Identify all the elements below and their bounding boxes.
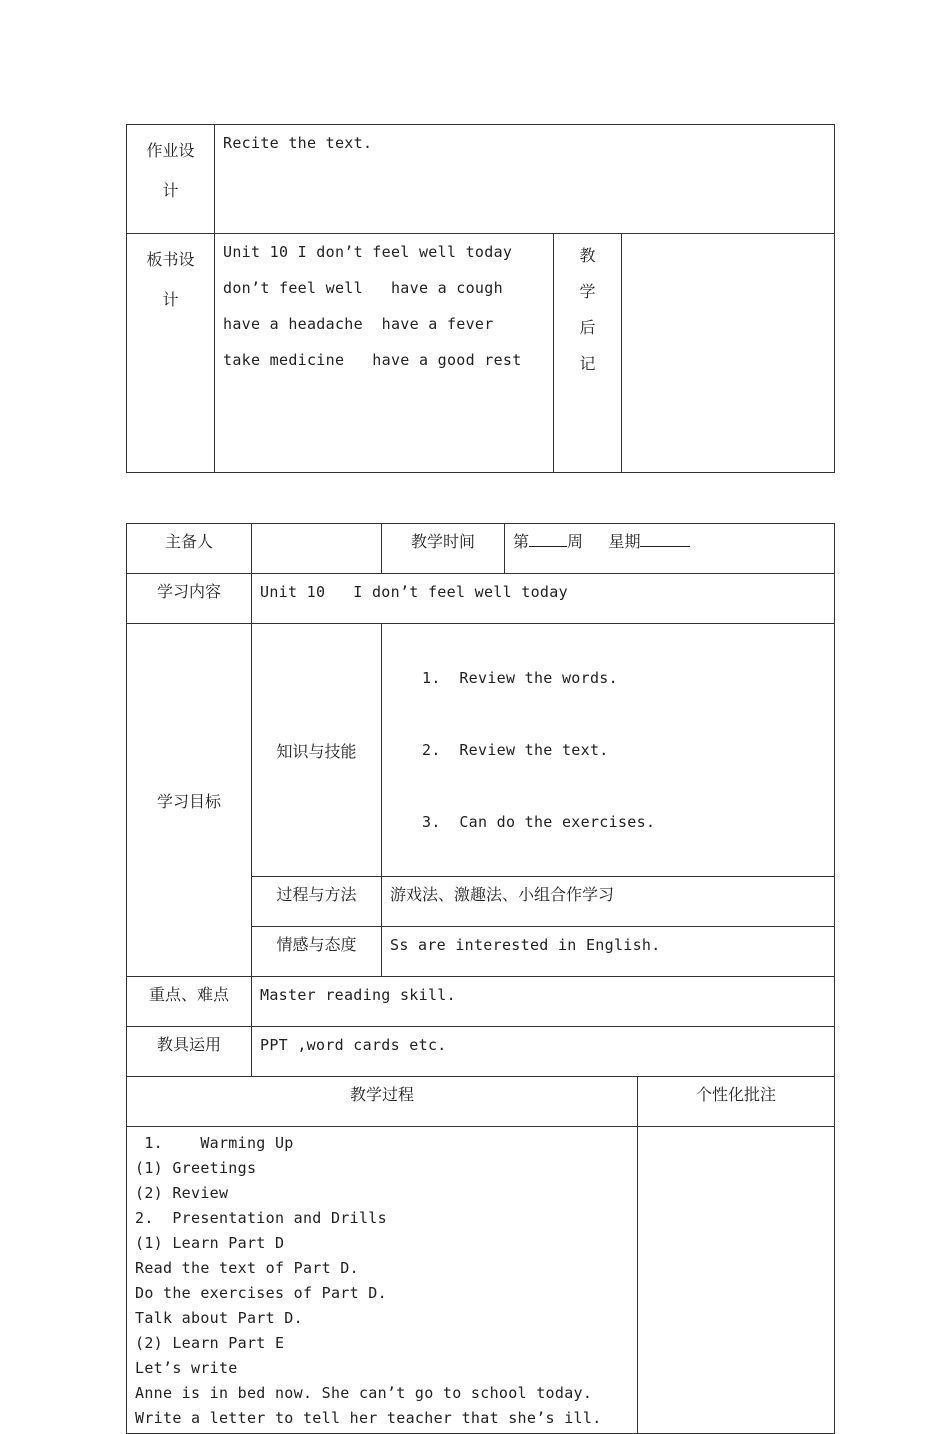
goals-label: 学习目标: [127, 624, 252, 977]
preparer-value: [252, 524, 382, 574]
goal-item: 2. Review the text.: [422, 741, 609, 759]
process-line: (1) Greetings: [135, 1159, 257, 1177]
reflection-char: 记: [579, 354, 596, 373]
teaching-time-label: 教学时间: [382, 524, 505, 574]
weekday-label: 星期: [608, 532, 641, 551]
knowledge-label: 知识与技能: [252, 624, 382, 877]
reflection-content-cell: [622, 234, 835, 473]
reflection-label-cell: [554, 234, 622, 473]
homework-board-table: [126, 124, 835, 473]
lesson-plan-table: [126, 523, 835, 1434]
process-line: Anne is in bed now. She can’t go to school today.: [135, 1384, 593, 1402]
emotion-label: 情感与态度: [252, 927, 382, 977]
reflection-char: 学: [579, 282, 596, 301]
week-field: [505, 524, 835, 574]
goal-item: 3. Can do the exercises.: [422, 813, 656, 831]
board-label-cell: [127, 234, 215, 473]
homework-label-cell: [127, 125, 215, 234]
tools-value: PPT ,word cards etc.: [252, 1027, 835, 1077]
board-line: Unit 10 I don’t feel well today: [223, 243, 513, 261]
process-line: Write a letter to tell her teacher that she’s ill.: [135, 1409, 602, 1427]
board-line: don’t feel well have a cough: [223, 279, 503, 297]
board-label-line1: 板书设: [146, 250, 195, 269]
homework-label-line2: 计: [162, 181, 179, 200]
homework-text: Recite the text.: [215, 125, 835, 234]
process-line: (2) Review: [135, 1184, 229, 1202]
teaching-process-content: [127, 1127, 638, 1434]
preparer-label: 主备人: [127, 524, 252, 574]
key-points-value: Master reading skill.: [252, 977, 835, 1027]
knowledge-items: [382, 624, 835, 877]
homework-label-line1: 作业设: [146, 141, 195, 160]
board-line: take medicine have a good rest: [223, 351, 522, 369]
tools-label: 教具运用: [127, 1027, 252, 1077]
weekday-blank: [640, 532, 690, 547]
board-line: have a headache have a fever: [223, 315, 494, 333]
annotation-header: 个性化批注: [638, 1077, 835, 1127]
process-method-label: 过程与方法: [252, 877, 382, 927]
week-blank: [529, 532, 567, 547]
content-label: 学习内容: [127, 574, 252, 624]
week-prefix: 第: [513, 532, 530, 551]
process-line: Read the text of Part D.: [135, 1259, 359, 1277]
key-points-label: 重点、难点: [127, 977, 252, 1027]
process-line: 2. Presentation and Drills: [135, 1209, 387, 1227]
process-line: Do the exercises of Part D.: [135, 1284, 387, 1302]
process-line: (2) Learn Part E: [135, 1334, 285, 1352]
emotion-value: Ss are interested in English.: [382, 927, 835, 977]
process-line: (1) Learn Part D: [135, 1234, 285, 1252]
reflection-char: 教: [579, 246, 596, 265]
reflection-char: 后: [579, 318, 596, 337]
teaching-process-header: 教学过程: [127, 1077, 638, 1127]
annotation-content: [638, 1127, 835, 1434]
process-method-value: 游戏法、激趣法、小组合作学习: [382, 877, 835, 927]
process-line: 1. Warming Up: [135, 1134, 294, 1152]
process-line: Talk about Part D.: [135, 1309, 303, 1327]
week-suffix: 周: [567, 532, 584, 551]
content-value: Unit 10 I don’t feel well today: [252, 574, 835, 624]
board-label-line2: 计: [162, 290, 179, 309]
process-line: Let’s write: [135, 1359, 238, 1377]
goal-item: 1. Review the words.: [422, 669, 618, 687]
board-design-text: [215, 234, 554, 473]
